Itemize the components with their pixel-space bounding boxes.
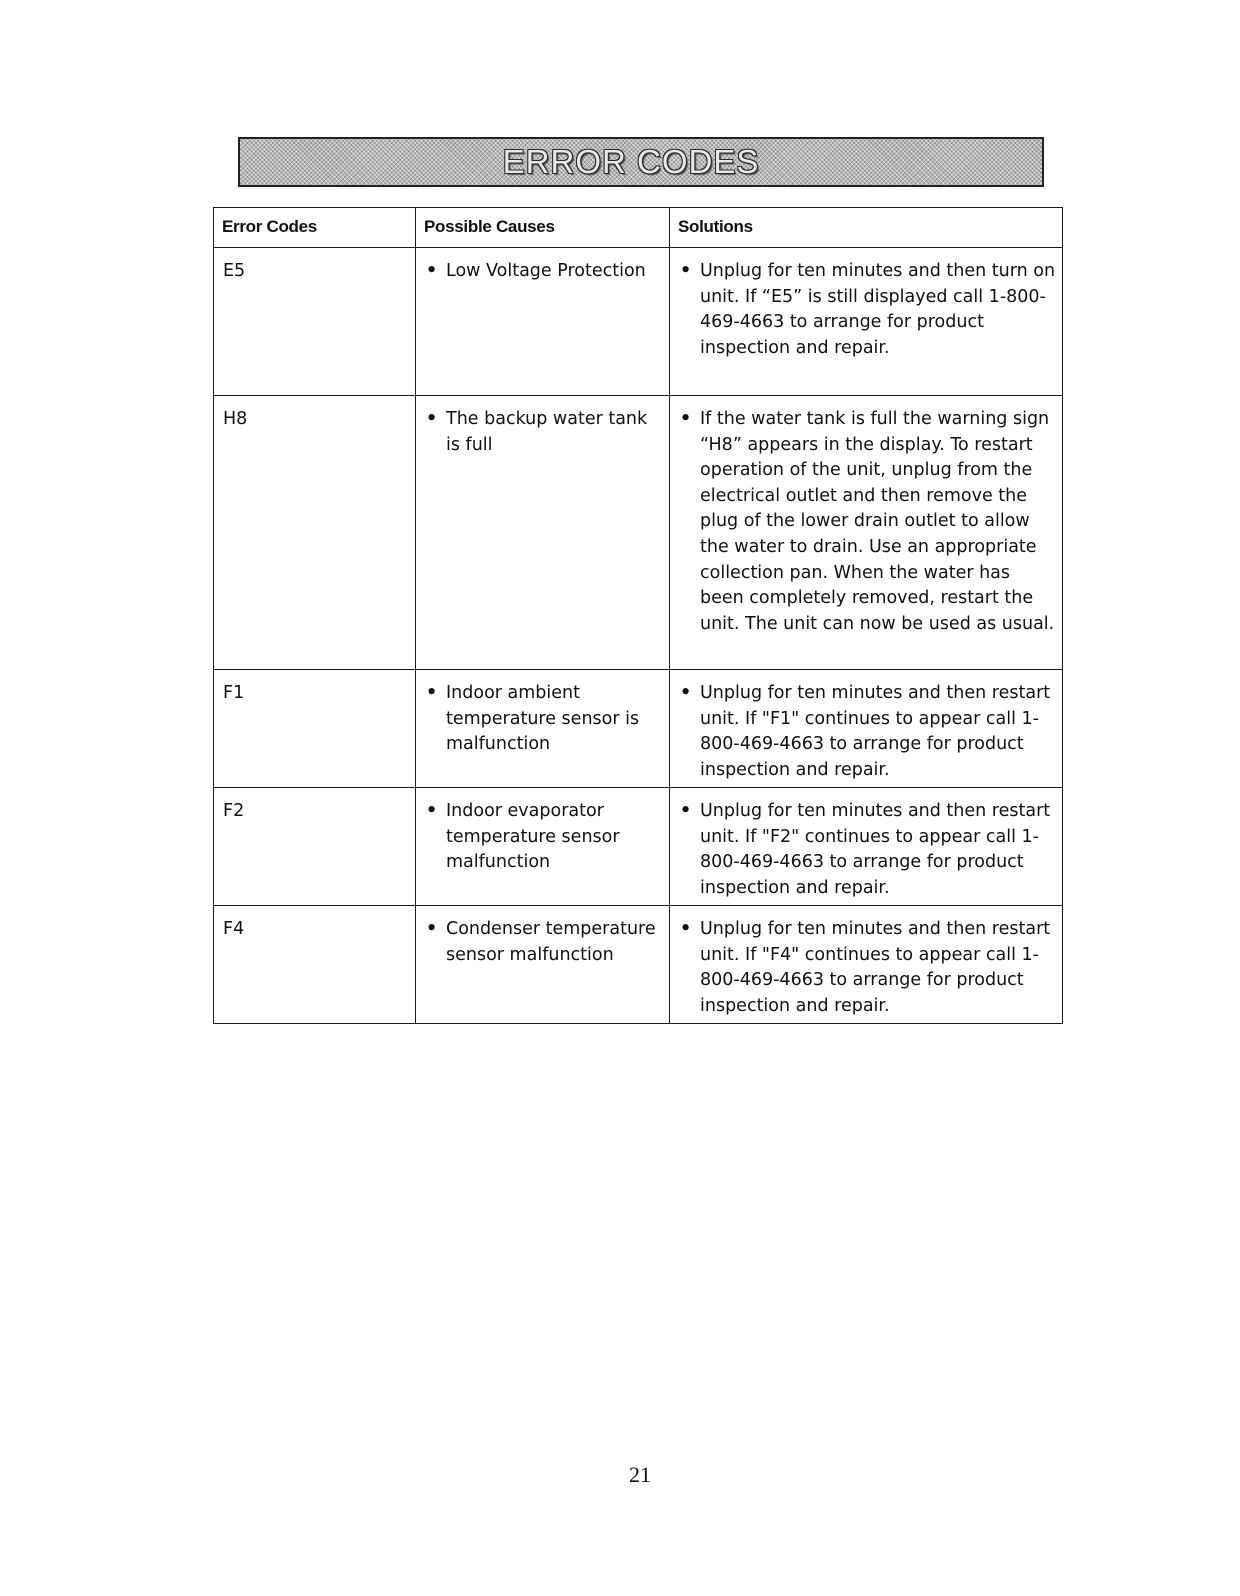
solution-cell: • Unplug for ten minutes and then restart unit. If "F1" continues to appear call 1-800-469-4663 to arrange for product inspection and repair. [670,670,1063,788]
table-header-row [214,208,1063,248]
table-row [214,906,1063,1024]
cause-cell: • Condenser temperature sensor malfunction [416,906,670,1024]
cause-text: The backup water tank is full [446,409,648,455]
table-row [214,248,1063,396]
solution-text: If the water tank is full the warning sign “H8” appears in the display. To restart operation of the unit, unplug from the electrical outlet and then remove the plug of the lower drain outlet to allow the water to drain. Use an appropriate collection pan. When the water has been completely removed, restart the unit. The unit can now be used as usual. [700,409,1055,634]
error-code-cell: F4 [214,906,416,1024]
cause-cell: • Indoor evaporator temperature sensor malfunction [416,788,670,906]
solution-text: Unplug for ten minutes and then restart unit. If "F4" continues to appear call 1-800-469-4663 to arrange for product inspection and repair. [700,919,1051,1016]
cause-text: Indoor evaporator temperature sensor malfunction [446,801,620,873]
error-codes-banner [238,137,1044,187]
error-code-cell: H8 [214,396,416,670]
cause-cell: • Low Voltage Protection [416,248,670,396]
error-code-cell: F2 [214,788,416,906]
solution-text: Unplug for ten minutes and then restart unit. If "F2" continues to appear call 1-800-469-4663 to arrange for product inspection and repair. [700,801,1051,898]
solution-text: Unplug for ten minutes and then restart unit. If "F1" continues to appear call 1-800-469-4663 to arrange for product inspection and repair. [700,683,1051,780]
error-code-cell: F1 [214,670,416,788]
header-solutions: Solutions [670,208,1063,248]
solution-cell: • If the water tank is full the warning sign “H8” appears in the display. To restart operation of the unit, unplug from the electrical outlet and then remove the plug of the lower drain outlet to allow the water to drain. Use an appropriate collection pan. When the water has been completely removed, restart the unit. The unit can now be used as usual. [670,396,1063,670]
table-row [214,670,1063,788]
error-code-cell: E5 [214,248,416,396]
cause-text: Low Voltage Protection [446,261,646,281]
solution-text: Unplug for ten minutes and then turn on unit. If “E5” is still displayed call 1-800-469-4663 to arrange for product inspection and repair. [700,261,1056,358]
solution-cell: • Unplug for ten minutes and then turn on unit. If “E5” is still displayed call 1-800-469-4663 to arrange for product inspection and repair. [670,248,1063,396]
solution-cell: • Unplug for ten minutes and then restart unit. If "F2" continues to appear call 1-800-469-4663 to arrange for product inspection and repair. [670,788,1063,906]
error-codes-table [213,207,1063,1024]
header-possible-causes: Possible Causes [416,208,670,248]
cause-text: Condenser temperature sensor malfunction [446,919,656,965]
header-error-codes: Error Codes [214,208,416,248]
page-number: 21 [629,1462,651,1487]
cause-cell: • The backup water tank is full [416,396,670,670]
table-row [214,788,1063,906]
table-row [214,396,1063,670]
cause-text: Indoor ambient temperature sensor is malfunction [446,683,640,755]
banner-title: ERROR CODES [502,143,760,180]
solution-cell: • Unplug for ten minutes and then restart unit. If "F4" continues to appear call 1-800-469-4663 to arrange for product inspection and repair. [670,906,1063,1024]
cause-cell: • Indoor ambient temperature sensor is malfunction [416,670,670,788]
